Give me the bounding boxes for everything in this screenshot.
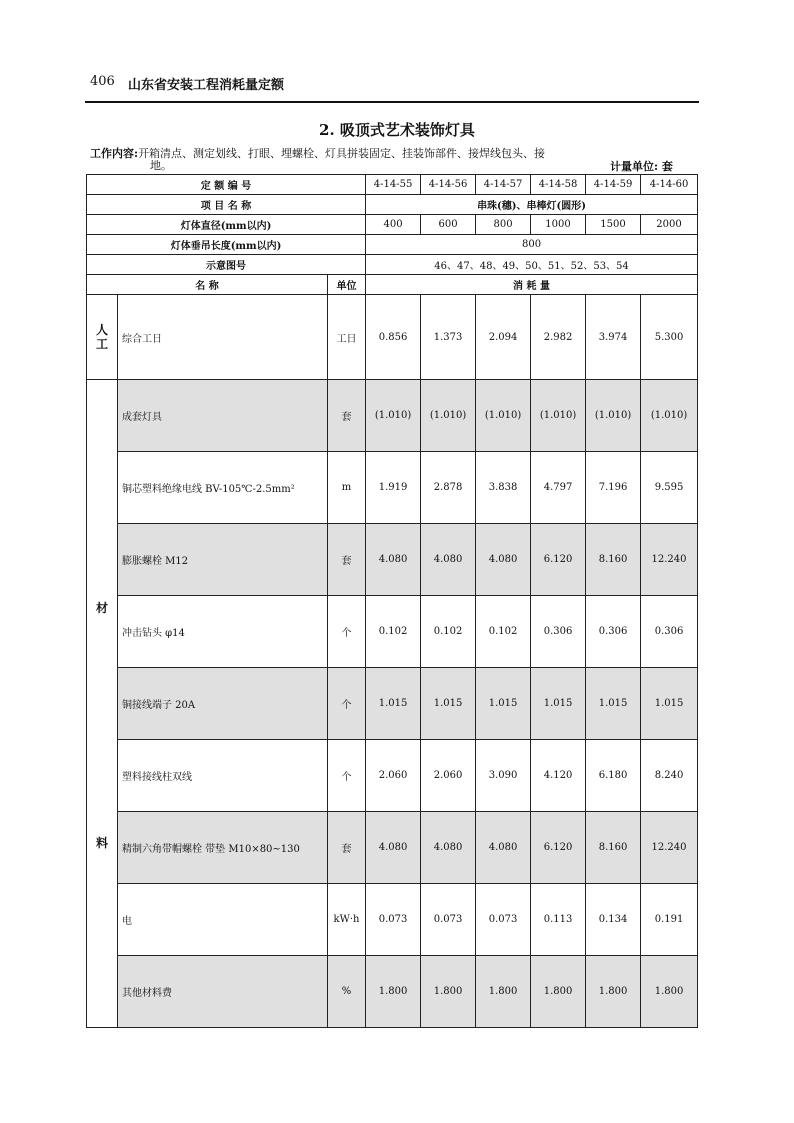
labor-name: 综合工日 [118, 295, 328, 380]
value-cell: 4.080 [366, 812, 421, 884]
code-cell: 4-14-57 [476, 175, 531, 195]
value-cell: 4.120 [531, 740, 586, 812]
diameter-cell: 1000 [531, 215, 586, 235]
value-cell: 2.982 [531, 295, 586, 380]
material-name: 其他材料费 [118, 956, 328, 1028]
work-content-line2: 地。 [150, 159, 172, 172]
page-header [90, 74, 698, 100]
material-unit: 套 [328, 524, 366, 596]
value-cell: 0.073 [366, 884, 421, 956]
value-cell: 0.191 [641, 884, 698, 956]
value-cell: 0.102 [366, 596, 421, 668]
material-row [87, 956, 698, 1028]
value-cell: 9.595 [641, 452, 698, 524]
value-cell: 0.073 [476, 884, 531, 956]
material-row [87, 380, 698, 452]
value-cell: 8.160 [586, 812, 641, 884]
material-row [87, 812, 698, 884]
labor-category-label: 人 工 [95, 323, 108, 351]
labor-category [87, 295, 118, 380]
figure-label: 示意图号 [87, 255, 366, 275]
material-unit: % [328, 956, 366, 1028]
code-cell: 4-14-60 [641, 175, 698, 195]
value-cell: 5.300 [641, 295, 698, 380]
book-title: 山东省安装工程消耗量定额 [128, 78, 285, 93]
value-cell: 7.196 [586, 452, 641, 524]
material-name: 铜接线端子 20A [118, 668, 328, 740]
value-cell: 1.800 [476, 956, 531, 1028]
material-row [87, 452, 698, 524]
item-row [87, 195, 698, 215]
material-category-bottom: 料 [95, 836, 108, 850]
value-cell: 1.800 [531, 956, 586, 1028]
value-cell: 1.015 [641, 668, 698, 740]
figure-row [87, 255, 698, 275]
material-unit: m [328, 452, 366, 524]
value-cell: 0.306 [531, 596, 586, 668]
value-cell: 0.856 [366, 295, 421, 380]
value-cell: 1.015 [586, 668, 641, 740]
code-cell: 4-14-56 [421, 175, 476, 195]
material-name: 铜芯塑料绝缘电线 BV-105℃-2.5mm² [118, 452, 328, 524]
value-cell: (1.010) [641, 380, 698, 452]
consumption-column-header: 消 耗 量 [366, 275, 698, 295]
material-unit: 个 [328, 740, 366, 812]
length-value: 800 [366, 235, 698, 255]
value-cell: 0.306 [586, 596, 641, 668]
material-name: 精制六角带帽螺栓 带垫 M10×80~130 [118, 812, 328, 884]
code-label: 定 额 编 号 [87, 175, 366, 195]
material-unit: 个 [328, 596, 366, 668]
value-cell: (1.010) [586, 380, 641, 452]
column-header-row [87, 275, 698, 295]
code-cell: 4-14-59 [586, 175, 641, 195]
value-cell: 3.090 [476, 740, 531, 812]
material-row [87, 596, 698, 668]
value-cell: (1.010) [366, 380, 421, 452]
item-value: 串珠(穗)、串棒灯(圆形) [366, 195, 698, 215]
value-cell: 8.160 [586, 524, 641, 596]
value-cell: 1.015 [421, 668, 476, 740]
value-cell: 0.113 [531, 884, 586, 956]
value-cell: 4.080 [421, 812, 476, 884]
page-number: 406 [90, 74, 115, 89]
material-name: 塑料接线柱双线 [118, 740, 328, 812]
material-row [87, 668, 698, 740]
material-unit: 套 [328, 380, 366, 452]
unit-column-header: 单位 [328, 275, 366, 295]
value-cell: 0.102 [476, 596, 531, 668]
value-cell: 1.015 [531, 668, 586, 740]
value-cell: 4.080 [421, 524, 476, 596]
code-row [87, 175, 698, 195]
section-title: 2. 吸顶式艺术装饰灯具 [319, 121, 475, 139]
material-unit: 套 [328, 812, 366, 884]
material-category [87, 380, 118, 1028]
value-cell: 6.120 [531, 524, 586, 596]
work-content [90, 148, 610, 172]
value-cell: 1.800 [641, 956, 698, 1028]
value-cell: 8.240 [641, 740, 698, 812]
value-cell: 2.094 [476, 295, 531, 380]
value-cell: 2.878 [421, 452, 476, 524]
value-cell: 1.919 [366, 452, 421, 524]
quota-table [86, 174, 698, 1028]
diameter-cell: 400 [366, 215, 421, 235]
value-cell: 4.080 [476, 812, 531, 884]
figure-value: 46、47、48、49、50、51、52、53、54 [366, 255, 698, 275]
material-name: 成套灯具 [118, 380, 328, 452]
header-rule [85, 101, 699, 103]
work-content-label: 工作内容: [90, 147, 139, 160]
value-cell: 6.120 [531, 812, 586, 884]
diameter-cell: 600 [421, 215, 476, 235]
value-cell: 0.073 [421, 884, 476, 956]
work-content-line1: 开箱清点、测定划线、打眼、埋螺栓、灯具拼装固定、挂装饰部件、接焊线包头、接 [138, 147, 546, 160]
material-row [87, 524, 698, 596]
value-cell: 6.180 [586, 740, 641, 812]
value-cell: 4.080 [476, 524, 531, 596]
value-cell: 1.800 [421, 956, 476, 1028]
value-cell: 3.974 [586, 295, 641, 380]
value-cell: 2.060 [421, 740, 476, 812]
item-label: 项 目 名 称 [87, 195, 366, 215]
value-cell: 1.015 [476, 668, 531, 740]
value-cell: 0.306 [641, 596, 698, 668]
name-column-header: 名 称 [87, 275, 328, 295]
measure-unit: 计量单位: 套 [610, 160, 673, 173]
value-cell: 2.060 [366, 740, 421, 812]
value-cell: (1.010) [531, 380, 586, 452]
value-cell: 1.800 [366, 956, 421, 1028]
length-row [87, 235, 698, 255]
value-cell: 1.800 [586, 956, 641, 1028]
value-cell: 12.240 [641, 812, 698, 884]
diameter-row [87, 215, 698, 235]
value-cell: 3.838 [476, 452, 531, 524]
material-name: 电 [118, 884, 328, 956]
labor-row [87, 295, 698, 380]
length-label: 灯体垂吊长度(mm以内) [87, 235, 366, 255]
material-unit: kW·h [328, 884, 366, 956]
value-cell: 1.373 [421, 295, 476, 380]
value-cell: (1.010) [476, 380, 531, 452]
value-cell: (1.010) [421, 380, 476, 452]
material-category-top: 材 [95, 601, 108, 615]
material-name: 膨胀螺栓 M12 [118, 524, 328, 596]
material-row [87, 884, 698, 956]
diameter-label: 灯体直径(mm以内) [87, 215, 366, 235]
diameter-cell: 1500 [586, 215, 641, 235]
value-cell: 12.240 [641, 524, 698, 596]
material-unit: 个 [328, 668, 366, 740]
material-name: 冲击钻头 φ14 [118, 596, 328, 668]
value-cell: 4.080 [366, 524, 421, 596]
diameter-cell: 2000 [641, 215, 698, 235]
labor-unit: 工日 [328, 295, 366, 380]
material-row [87, 740, 698, 812]
code-cell: 4-14-55 [366, 175, 421, 195]
diameter-cell: 800 [476, 215, 531, 235]
code-cell: 4-14-58 [531, 175, 586, 195]
value-cell: 4.797 [531, 452, 586, 524]
value-cell: 0.134 [586, 884, 641, 956]
value-cell: 1.015 [366, 668, 421, 740]
value-cell: 0.102 [421, 596, 476, 668]
